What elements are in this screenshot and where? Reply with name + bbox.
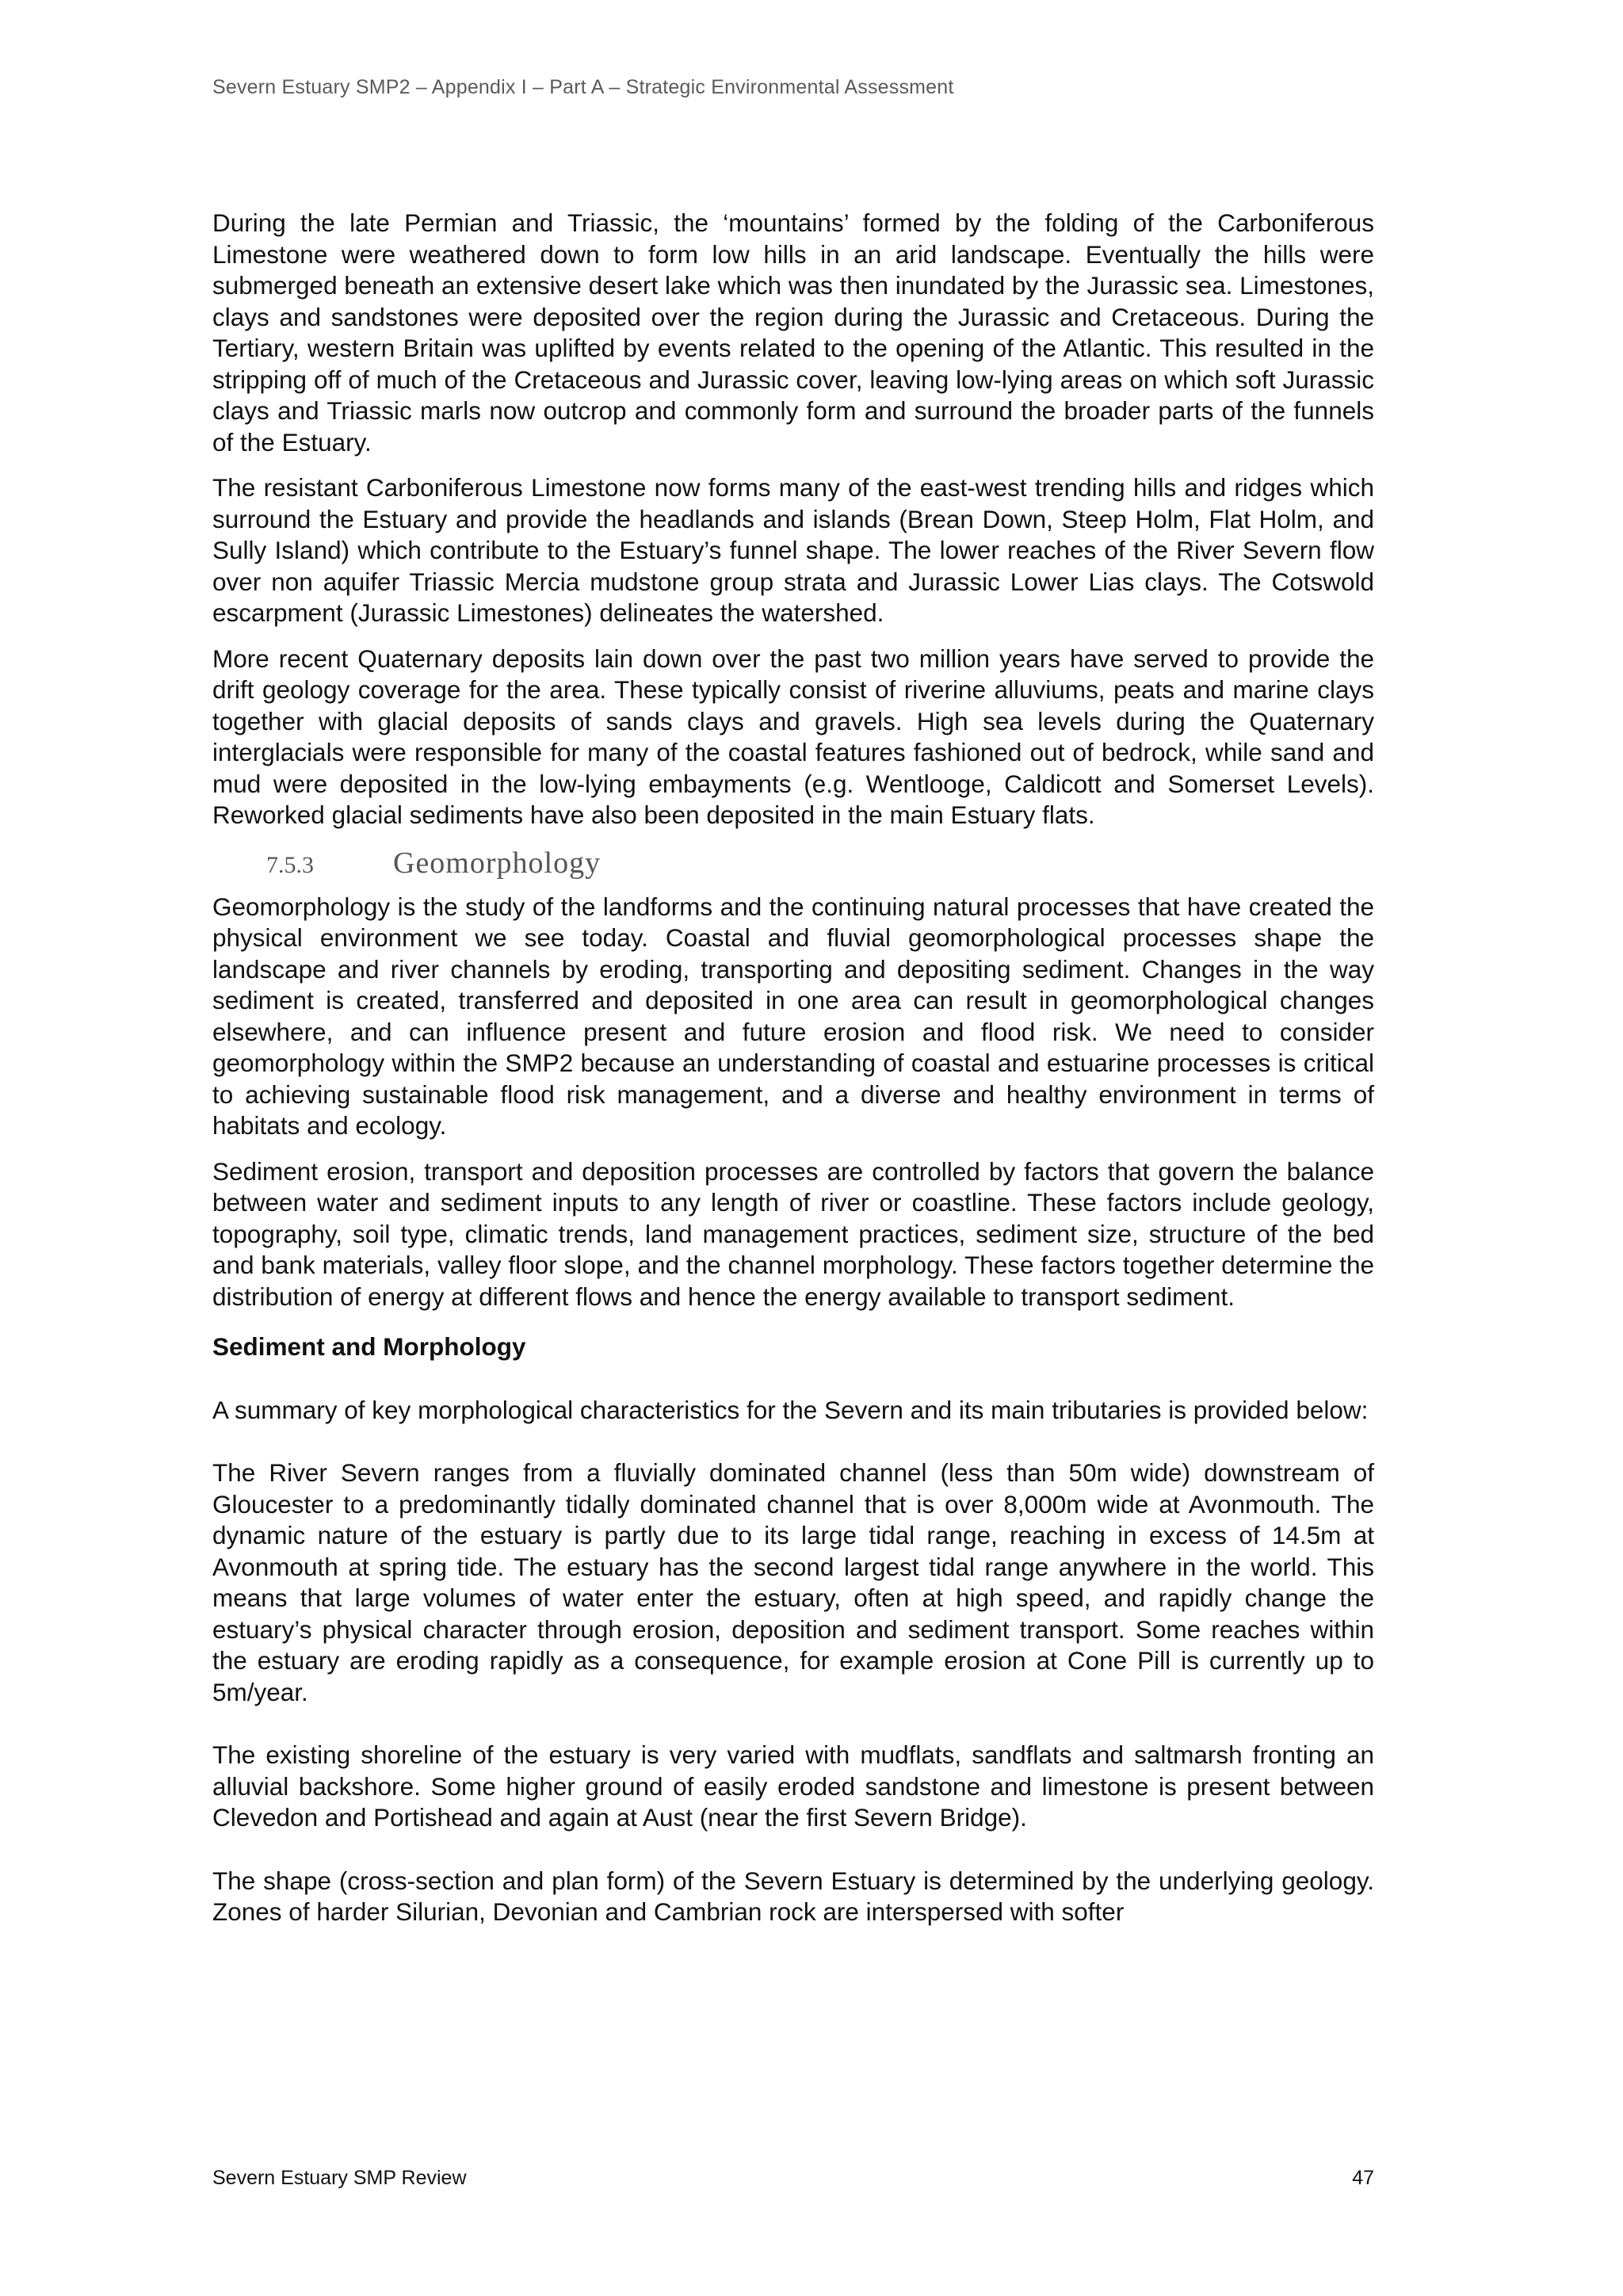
section-title: Geomorphology xyxy=(393,846,601,880)
section-number: 7.5.3 xyxy=(266,851,314,878)
paragraph-permian-triassic: During the late Permian and Triassic, the ‘mountains’ formed by the folding of the Carboniferous Limestone were weathered down to form low hills in an arid landscape. Eventually the hills were submerged beneath an extensive desert lake which was then inundated by the Jurassic sea. Limestones, clays and sandstones were deposited over the region during the Jurassic and Cretaceous. During the Tertiary, western Britain was uplifted by events related to the opening of the Atlantic. This resulted in the stripping off of much of the Cretaceous and Jurassic cover, leaving low-lying areas on which soft Jurassic clays and Triassic marls now outcrop and commonly form and surround the broader parts of the funnels of the Estuary. xyxy=(212,208,1374,457)
running-header: Severn Estuary SMP2 – Appendix I – Part A – Strategic Environmental Assessment xyxy=(212,76,954,98)
paragraph-quaternary-deposits: More recent Quaternary deposits lain down over the past two million years have served to provide the drift geology coverage for the area. These typically consist of riverine alluviums, peats and marine clays together with glacial deposits of sands clays and gravels. High sea levels during the Quaternary interglacials were responsible for many of the coastal features fashioned out of bedrock, while sand and mud were deposited in the low-lying embayments (e.g. Wentlooge, Caldicott and Somerset Levels). Reworked glacial sediments have also been deposited in the main Estuary flats. xyxy=(212,644,1374,829)
paragraph-carboniferous-limestone: The resistant Carboniferous Limestone now forms many of the east-west trending hills and ridges which surround the Estuary and provide the headlands and islands (Brean Down, Steep Holm, Flat Holm, and Sully Island) which contribute to the Estuary’s funnel shape. The lower reaches of the River Severn flow over non aquifer Triassic Mercia mudstone group strata and Jurassic Lower Lias clays. The Cotswold escarpment (Jurassic Limestones) delineates the watershed. xyxy=(212,473,1374,627)
subheading-sediment-morphology: Sediment and Morphology xyxy=(212,1332,526,1361)
paragraph-summary-intro: A summary of key morphological characteristics for the Severn and its main tributaries is provided below: xyxy=(212,1395,1369,1424)
footer-page-number: 47 xyxy=(1352,2167,1374,2189)
section-heading-geomorphology xyxy=(212,846,1374,882)
paragraph-river-severn: The River Severn ranges from a fluvially dominated channel (less than 50m wide) downstream of Gloucester to a predominantly tidally dominated channel that is over 8,000m wide at Avonmouth. The dynamic nature of the estuary is partly due to its large tidal range, reaching in excess of 14.5m at Avonmouth at spring tide. The estuary has the second largest tidal range anywhere in the world. This means that large volumes of water enter the estuary, often at high speed, and rapidly change the estuary’s physical character through erosion, deposition and sediment transport. Some reaches within the estuary are eroding rapidly as a consequence, for example erosion at Cone Pill is currently up to 5m/year. xyxy=(212,1458,1374,1706)
main-content xyxy=(212,208,1374,1943)
paragraph-shoreline: The existing shoreline of the estuary is very varied with mudflats, sandflats and saltmarsh fronting an alluvial backshore. Some higher ground of easily eroded sandstone and limestone is present between Clevedon and Portishead and again at Aust (near the first Severn Bridge). xyxy=(212,1740,1374,1832)
paragraph-sediment-processes: Sediment erosion, transport and deposition processes are controlled by factors that govern the balance between water and sediment inputs to any length of river or coastline. These factors include geology, topography, soil type, climatic trends, land management practices, sediment size, structure of the bed and bank materials, valley floor slope, and the channel morphology. These factors together determine the distribution of energy at different flows and hence the energy available to transport sediment. xyxy=(212,1156,1374,1311)
paragraph-geomorphology-definition: Geomorphology is the study of the landforms and the continuing natural processes that have created the physical environment we see today. Coastal and fluvial geomorphological processes shape the landscape and river channels by eroding, transporting and depositing sediment. Changes in the way sediment is created, transferred and deposited in one area can result in geomorphological changes elsewhere, and can influence present and future erosion and flood risk. We need to consider geomorphology within the SMP2 because an understanding of coastal and estuarine processes is critical to achieving sustainable flood risk management, and a diverse and healthy environment in terms of habitats and ecology. xyxy=(212,892,1374,1140)
footer-document-name: Severn Estuary SMP Review xyxy=(212,2167,467,2189)
paragraph-estuary-shape: The shape (cross-section and plan form) of the Severn Estuary is determined by the underlying geology. Zones of harder Silurian, Devonian and Cambrian rock are interspersed with softer xyxy=(212,1866,1374,1926)
